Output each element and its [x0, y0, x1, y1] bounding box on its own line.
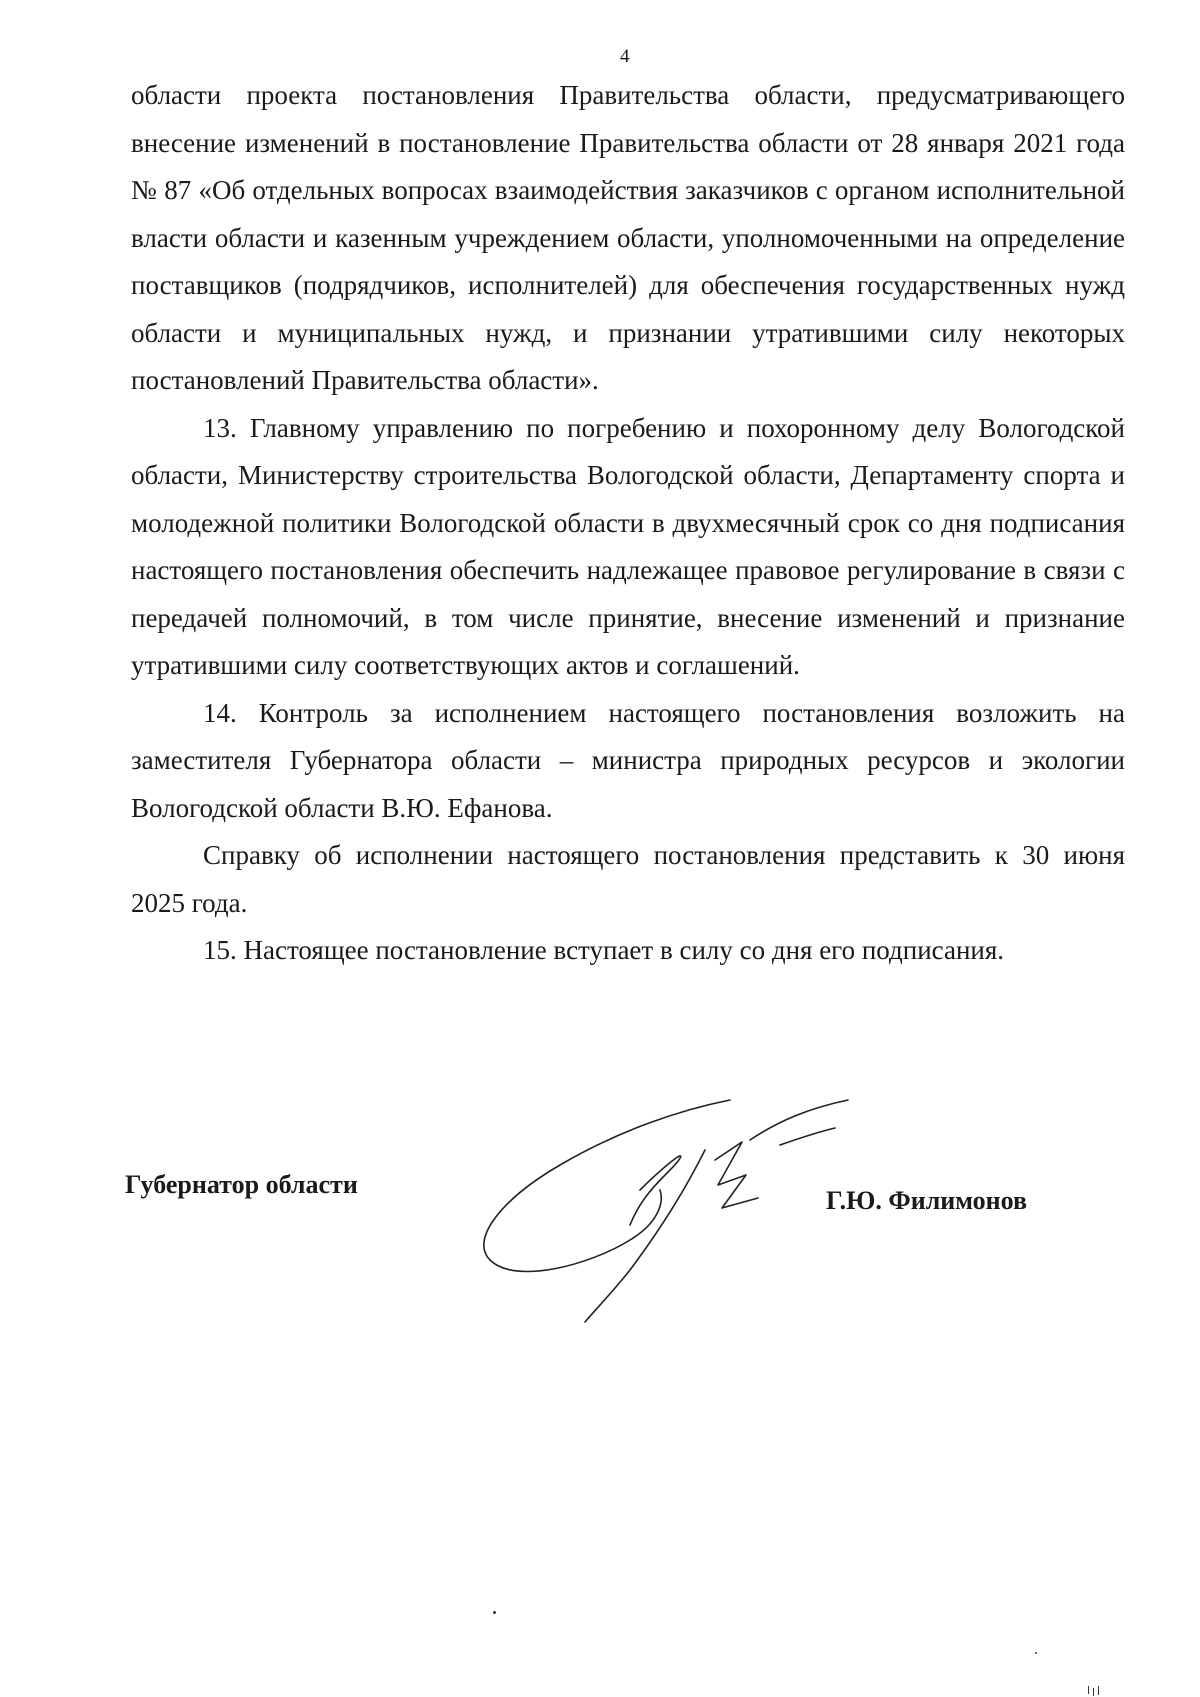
scan-artifact — [1093, 1688, 1094, 1696]
signatory-name: Г.Ю. Филимонов — [826, 1186, 1028, 1215]
document-body — [131, 72, 1125, 975]
paragraph-13: 13. Главному управлению по погребению и похоронному делу Вологодской области, Министерству строительства Вологодской области, Департаменту спорта и молодежной политики Вологодской области в двухмесячный срок со дня подписания настоящего постановления обеспечить надлежащее правовое регулирование в связи с передачей полномочий, в том числе принятие, внесение изменений и признание утратившими силу соответствующих актов и соглашений. — [131, 412, 1125, 680]
signature-block — [0, 1050, 1200, 1300]
scan-artifact — [1088, 1686, 1089, 1694]
scan-artifact — [1098, 1686, 1099, 1695]
paragraph-15: 15. Настоящее постановление вступает в силу со дня его подписания. — [203, 935, 1005, 965]
paragraph-report: Справку об исполнении настоящего постановления представить к 30 июня 2025 года. — [131, 840, 1125, 918]
scan-artifact — [1035, 1652, 1037, 1654]
paragraph-continuation: области проекта постановления Правительства области, предусматривающего внесение изменений в постановление Правительства области от 28 января 2021 года № 87 «Об отдельных вопросах взаимодействия заказчиков с органом исполнительной власти области и казенным учреждением области, уполномоченными на определение поставщиков (подрядчиков, исполнителей) для обеспечения государственных нужд области и муниципальных нужд, и признании утратившими силу некоторых постановлений Правительства области». — [131, 80, 1125, 395]
paragraph-14: 14. Контроль за исполнением настоящего постановления возложить на заместителя Губернатора области – министра природных ресурсов и экологии Вологодской области В.Ю. Ефанова. — [131, 697, 1125, 823]
signatory-title: Губернатор области — [125, 1170, 358, 1199]
page-number: 4 — [620, 46, 630, 67]
scan-artifact — [493, 1611, 496, 1614]
